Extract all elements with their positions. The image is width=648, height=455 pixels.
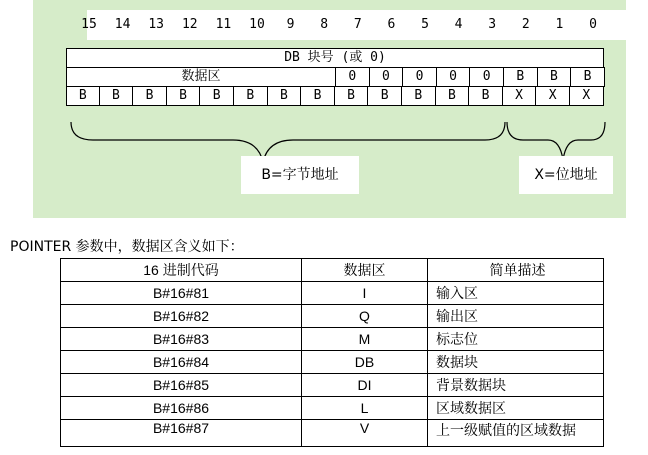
row2-cell: 0	[402, 67, 437, 87]
row2-cell: B	[537, 67, 572, 87]
row2-cell: 0	[369, 67, 404, 87]
hex-code-cell: B#16#82	[61, 305, 302, 328]
bit-number: 8	[320, 17, 329, 32]
db-header-text: DB 块号 (或 0)	[284, 50, 386, 65]
description-cell: 标志位	[428, 328, 604, 351]
bit-number: 9	[286, 17, 295, 32]
row3-cell: B	[199, 86, 234, 106]
row3-cell: X	[535, 86, 570, 106]
bit-number: 10	[249, 17, 265, 32]
row3-cell: B	[233, 86, 268, 106]
row3-cell: B	[334, 86, 369, 106]
bit-number: 15	[81, 17, 97, 32]
bit-number: 3	[488, 17, 497, 32]
bit-number: 2	[521, 17, 530, 32]
row3-cell: B	[267, 86, 302, 106]
hex-code-cell: B#16#84	[61, 351, 302, 374]
description-cell: 区域数据区	[428, 397, 604, 420]
description-cell: 输出区	[428, 305, 604, 328]
description-cell: 输入区	[428, 282, 604, 305]
row3-cell: B	[367, 86, 402, 106]
data-area-cell: L	[302, 397, 428, 420]
table-row	[61, 397, 604, 420]
row3-cell: B	[300, 86, 335, 106]
bit-number: 6	[387, 17, 396, 32]
row2-cell: 0	[436, 67, 471, 87]
hex-code-cell: B#16#87	[61, 420, 302, 447]
header-data-area: 数据区	[302, 259, 428, 282]
bit-number: 14	[114, 17, 131, 32]
description-cell: 背景数据块	[428, 374, 604, 397]
row3-cell: B	[401, 86, 436, 106]
hex-code-cell: B#16#81	[61, 282, 302, 305]
bit-number: 13	[148, 17, 165, 32]
data-area-cell: DI	[302, 374, 428, 397]
table-header-row	[61, 259, 604, 282]
bit-address-label: X=位地址	[519, 156, 613, 194]
bit-number: 7	[353, 17, 362, 32]
bit-number: 11	[215, 17, 232, 32]
bit-number: 0	[589, 17, 597, 32]
table-row	[61, 420, 604, 447]
data-area-cell: V	[302, 420, 428, 447]
bit-brace	[507, 122, 605, 160]
table-row	[61, 282, 604, 305]
header-hex-code: 16 进制代码	[61, 259, 302, 282]
data-area-cell: DB	[302, 351, 428, 374]
row3-cell: B	[66, 86, 100, 106]
header-description: 简单描述	[428, 259, 604, 282]
row3-cell: B	[132, 86, 167, 106]
row3-cell: X	[569, 86, 604, 106]
row2-cell: B	[503, 67, 538, 87]
row3-cell: B	[468, 86, 503, 106]
pointer-format-diagram	[33, 0, 626, 218]
row3-cell: B	[435, 86, 470, 106]
table-row	[61, 374, 604, 397]
hex-code-cell: B#16#86	[61, 397, 302, 420]
row3-cell: X	[502, 86, 537, 106]
row2-cell: B	[570, 67, 605, 87]
data-area-cell: I	[302, 282, 428, 305]
row2-cell: 0	[335, 67, 370, 87]
byte-address-label: B=字节地址	[241, 156, 359, 194]
description-cell: 数据块	[428, 351, 604, 374]
row3-cell: B	[166, 86, 201, 106]
bit-number: 4	[454, 17, 463, 32]
row3-cell: B	[99, 86, 134, 106]
table-row	[61, 328, 604, 351]
table-body	[61, 282, 604, 447]
bit-number: 1	[555, 17, 564, 32]
intro-text: POINTER 参数中，数据区含义如下：	[10, 239, 244, 255]
table-row	[61, 351, 604, 374]
hex-code-cell: B#16#83	[61, 328, 302, 351]
row2-cell: 0	[469, 67, 504, 87]
hex-code-cell: B#16#85	[61, 374, 302, 397]
data-area-cell: Q	[302, 305, 428, 328]
bit-number: 12	[181, 17, 198, 32]
data-area-cell: M	[302, 328, 428, 351]
table-row	[61, 305, 604, 328]
data-area-table	[60, 258, 604, 447]
bit-number: 5	[421, 17, 429, 32]
description-cell: 上一级赋值的区域数据	[428, 420, 604, 447]
data-area-label: 数据区	[181, 69, 221, 84]
